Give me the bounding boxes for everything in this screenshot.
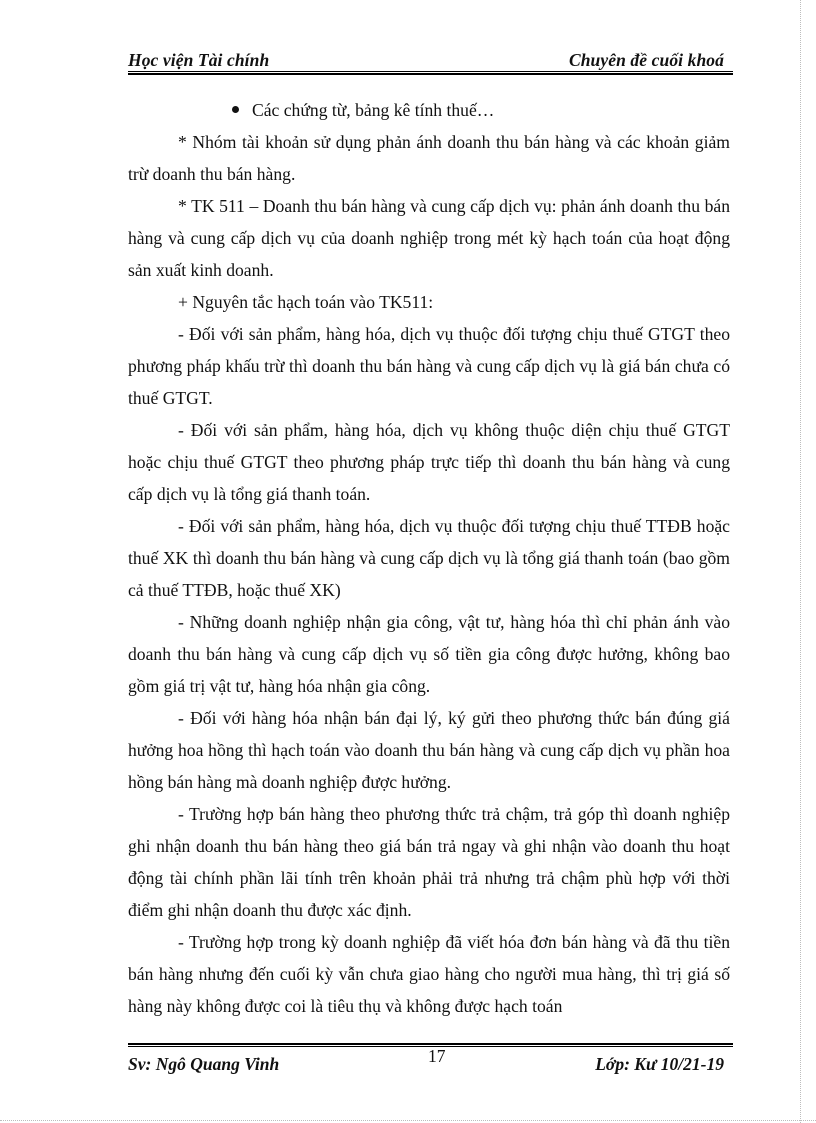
paragraph-installment: - Trường hợp bán hàng theo phương thức trả chậm, trả góp thì doanh nghiệp ghi nhận doanh thu bán hàng theo giá bán trả ngay và ghi nhận vào doanh thu hoạt động tài chính phần lãi tính trên khoản phải trả nhưng trả chậm phù hợp với thời điểm ghi nhận doanh thu được xác định. bbox=[128, 804, 730, 920]
footer-class: Lớp: Kư 10/21-19 bbox=[595, 1054, 724, 1074]
paragraph-gtgt-direct: - Đối với sản phẩm, hàng hóa, dịch vụ không thuộc diện chịu thuế GTGT hoặc chịu thuế GTGT theo phương pháp trực tiếp thì doanh thu bán hàng và cung cấp dịch vụ là tổng giá thanh toán. bbox=[128, 420, 730, 504]
page-footer bbox=[128, 1054, 728, 1078]
page-frame-bottom bbox=[0, 1120, 816, 1121]
paragraph-ttdb-xk: - Đối với sản phẩm, hàng hóa, dịch vụ thuộc đối tượng chịu thuế TTĐB hoặc thuế XK thì doanh thu bán hàng và cung cấp dịch vụ là tổng giá thanh toán (bao gồm cả thuế TTĐB, hoặc thuế XK) bbox=[128, 516, 730, 600]
paragraph-gtgt-deduction: - Đối với sản phẩm, hàng hóa, dịch vụ thuộc đối tượng chịu thuế GTGT theo phương pháp khấu trừ thì doanh thu bán hàng và cung cấp dịch vụ là giá bán chưa có thuế GTGT. bbox=[128, 324, 730, 408]
header-rule-thick bbox=[128, 73, 733, 75]
paragraph-undelivered: - Trường hợp trong kỳ doanh nghiệp đã viết hóa đơn bán hàng và đã thu tiền bán hàng nhưng đến cuối kỳ vẫn chưa giao hàng cho người mua hàng, thì trị giá số hàng này không được coi là tiêu thụ và không được hạch toán bbox=[128, 932, 730, 1016]
paragraph-principles-heading: + Nguyên tắc hạch toán vào TK511: bbox=[178, 292, 434, 312]
paragraph-agency: - Đối với hàng hóa nhận bán đại lý, ký gửi theo phương thức bán đúng giá hưởng hoa hồng thì hạch toán vào doanh thu bán hàng và cung cấp dịch vụ phần hoa hồng bán hàng mà doanh nghiệp được hưởng. bbox=[128, 708, 730, 792]
bullet-text: Các chứng từ, bảng kê tính thuế… bbox=[252, 100, 495, 120]
header-rule bbox=[128, 71, 733, 72]
bullet-item bbox=[128, 94, 730, 126]
paragraph-account-group: * Nhóm tài khoản sử dụng phản ánh doanh thu bán hàng và các khoản giảm trừ doanh thu bán hàng. bbox=[128, 132, 730, 184]
paragraph-processing: - Những doanh nghiệp nhận gia công, vật tư, hàng hóa thì chỉ phản ánh vào doanh thu bán hàng và cung cấp dịch vụ số tiền gia công được hưởng, không bao gồm giá trị vật tư, hàng hóa nhận gia công. bbox=[128, 612, 730, 696]
header-document-title: Chuyên đề cuối khoá bbox=[568, 50, 724, 70]
page-number: 17 bbox=[428, 1046, 446, 1066]
bullet-icon bbox=[232, 106, 239, 113]
page-frame-right bbox=[800, 0, 801, 1123]
footer-rule-thick bbox=[128, 1043, 733, 1045]
paragraph-tk511: * TK 511 – Doanh thu bán hàng và cung cấp dịch vụ: phản ánh doanh thu bán hàng và cung cấp dịch vụ của doanh nghiệp trong mét kỳ hạch toán của hoạt động sản xuất kinh doanh. bbox=[128, 196, 730, 280]
header-institution: Học viện Tài chính bbox=[128, 50, 270, 70]
footer-student: Sv: Ngô Quang Vinh bbox=[128, 1054, 280, 1074]
page-body bbox=[128, 94, 730, 1022]
